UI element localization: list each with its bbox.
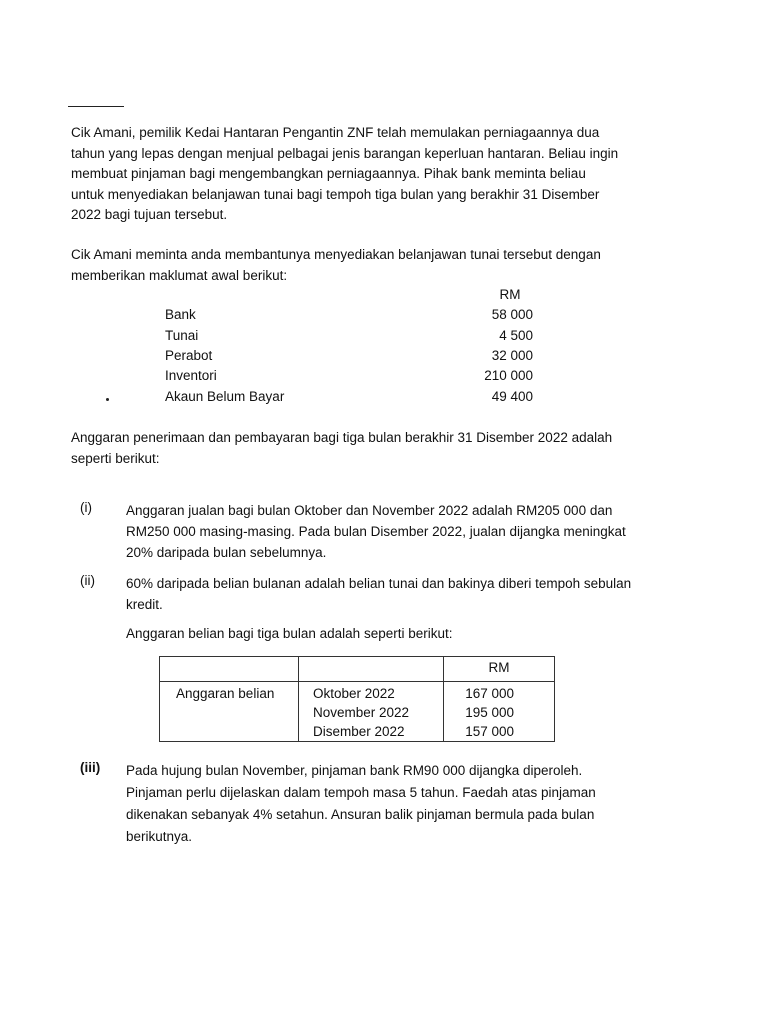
purchases-table: [159, 656, 555, 742]
purchase-month: Oktober 2022: [313, 686, 395, 701]
header-rule: [68, 106, 124, 107]
intro-line: Cik Amani, pemilik Kedai Hantaran Pengantin ZNF telah memulakan perniagaannya dua: [71, 125, 600, 140]
asset-name: Inventori: [165, 368, 217, 383]
intro-line: membuat pinjaman bagi mengembangkan perniagaannya. Pihak bank meminta beliau: [71, 166, 586, 181]
asset-row-inventori: [165, 368, 533, 388]
item-number: (ii): [80, 573, 95, 588]
intro-line: tahun yang lepas dengan menjual pelbagai jenis barangan keperluan hantaran. Beliau ingin: [71, 145, 619, 161]
asset-name: Akaun Belum Bayar: [165, 389, 285, 404]
purchase-value: 195 000: [465, 705, 514, 720]
purchases-intro: Anggaran belian bagi tiga bulan adalah seperti berikut:: [126, 626, 453, 641]
estimates-intro-line: seperti berikut:: [71, 450, 160, 466]
asset-value: 210 000: [484, 368, 533, 383]
item-text: [126, 500, 666, 563]
table-cell: [160, 657, 299, 682]
estimates-intro-paragraph: [71, 428, 677, 469]
intro-paragraph: [71, 123, 677, 226]
item-number: (i): [80, 500, 92, 515]
request-paragraph: [71, 245, 677, 286]
item-line: kredit.: [126, 597, 163, 612]
item-line: Pinjaman perlu dijelaskan dalam tempoh masa 5 tahun. Faedah atas pinjaman: [126, 785, 596, 800]
asset-value: 58 000: [491, 307, 533, 322]
item-line: dikenakan sebanyak 4% setahun. Ansuran balik pinjaman bermula pada bulan: [126, 807, 595, 822]
table-cell: [299, 682, 444, 742]
item-text: [126, 760, 666, 848]
item-text: [126, 573, 666, 615]
table-header-row: [160, 657, 555, 682]
asset-row-tunai: [165, 328, 533, 348]
asset-value: 32 000: [491, 348, 533, 363]
asset-value: 4 500: [499, 328, 533, 343]
item-line: 20% daripada bulan sebelumnya.: [126, 545, 327, 560]
estimates-intro-line: Anggaran penerimaan dan pembayaran bagi tiga bulan berakhir 31 Disember 2022 adalah: [71, 430, 613, 445]
asset-row-akaun-belum-bayar: [165, 389, 533, 409]
item-line: Pada hujung bulan November, pinjaman bank RM90 000 dijangka diperoleh.: [126, 763, 583, 778]
asset-name: Tunai: [165, 328, 199, 343]
asset-row-bank: [165, 307, 533, 327]
purchase-month: Disember 2022: [313, 724, 405, 739]
item-line: Anggaran jualan bagi bulan Oktober dan November 2022 adalah RM205 000 dan: [126, 503, 613, 518]
table-cell: [299, 657, 444, 682]
stray-dot-mark: [106, 398, 109, 401]
purchases-currency-header: RM: [444, 657, 555, 682]
asset-name: Perabot: [165, 348, 213, 363]
asset-row-perabot: [165, 348, 533, 368]
request-line: Cik Amani meminta anda membantunya menyediakan belanjawan tunai tersebut dengan: [71, 247, 601, 262]
assets-currency-header: RM: [499, 287, 521, 302]
item-line: 60% daripada belian bulanan adalah belian tunai dan bakinya diberi tempoh sebulan: [126, 576, 632, 591]
item-line: RM250 000 masing-masing. Pada bulan Disember 2022, jualan dijangka meningkat: [126, 524, 626, 539]
intro-line: untuk menyediakan belanjawan tunai bagi tempoh tiga bulan yang berakhir 31 Disember: [71, 186, 600, 202]
intro-line: 2022 bagi tujuan tersebut.: [71, 207, 228, 222]
purchases-label: Anggaran belian: [176, 686, 275, 701]
table-cell: [444, 682, 555, 742]
request-line: memberikan maklumat awal berikut:: [71, 267, 288, 283]
purchase-value: 167 000: [465, 686, 514, 701]
table-cell: [160, 682, 299, 742]
asset-value: 49 400: [491, 389, 533, 404]
purchase-month: November 2022: [313, 705, 410, 720]
table-row: [160, 682, 555, 742]
item-line: berikutnya.: [126, 829, 193, 844]
item-number: (iii): [80, 760, 101, 775]
purchase-value: 157 000: [465, 724, 514, 739]
asset-name: Bank: [165, 307, 196, 322]
